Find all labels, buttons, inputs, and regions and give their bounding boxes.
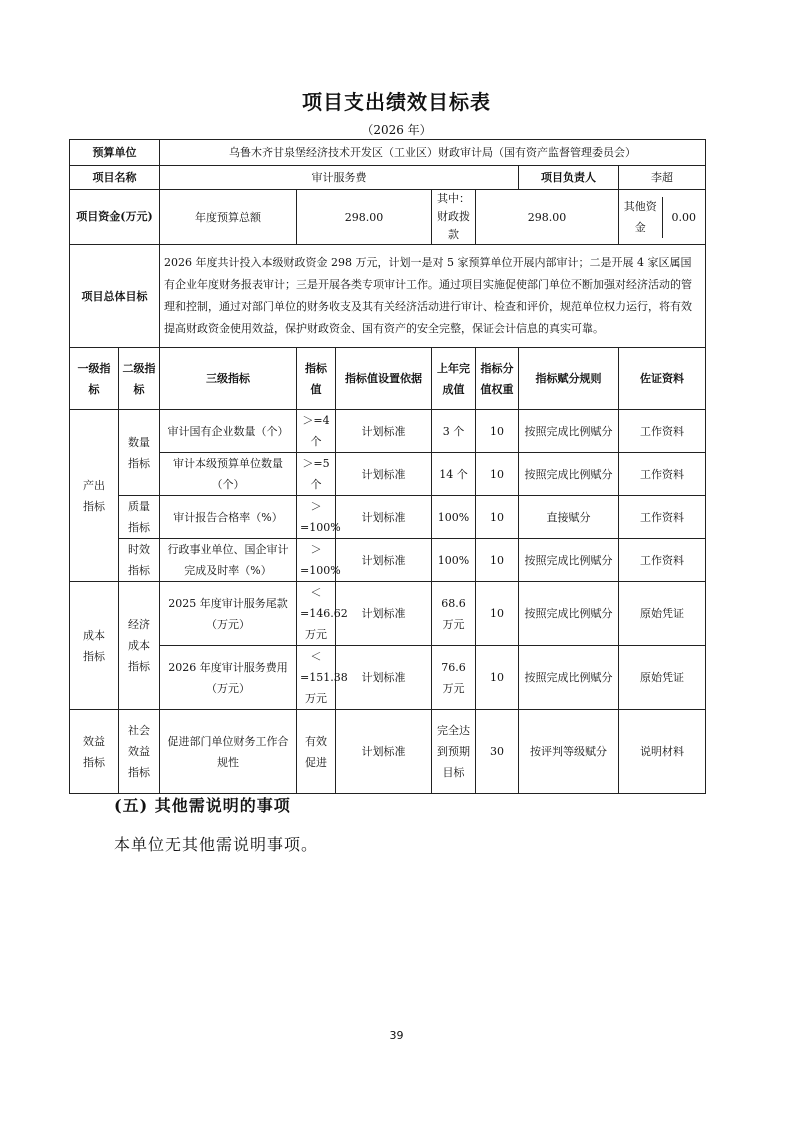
level2-timeliness: 时效指标 [119, 539, 160, 582]
level3-cell: 2026 年度审计服务费用（万元） [160, 646, 297, 710]
table-row [70, 410, 706, 453]
value-cell: ＞=4个 [297, 410, 336, 453]
table-row [70, 539, 706, 582]
rule-cell: 按照完成比例赋分 [519, 582, 619, 646]
value-cell: ＞=5个 [297, 453, 336, 496]
other-funds-value: 0.00 [671, 210, 697, 224]
col-value: 指标值 [297, 348, 336, 410]
basis-cell: 计划标准 [336, 453, 432, 496]
table-row [70, 646, 706, 710]
col-level3: 三级指标 [160, 348, 297, 410]
project-leader-value: 李超 [619, 166, 706, 190]
fund-label: 项目资金(万元) [70, 190, 160, 245]
col-level2: 二级指标 [119, 348, 160, 410]
level2-economic-cost: 经济成本指标 [119, 582, 160, 710]
table-row [70, 582, 706, 646]
table-row [70, 710, 706, 794]
section-text: 本单位无其他需说明事项。 [114, 835, 319, 854]
weight-cell: 10 [476, 453, 519, 496]
last-year-cell: 完全达到预期目标 [432, 710, 476, 794]
section-heading: (五) 其他需说明的事项 [114, 796, 291, 815]
rule-cell: 按照完成比例赋分 [519, 410, 619, 453]
col-rule: 指标赋分规则 [519, 348, 619, 410]
project-name-row [70, 166, 706, 190]
table-row [70, 453, 706, 496]
annual-budget-value: 298.00 [297, 190, 432, 245]
evidence-cell: 说明材料 [619, 710, 706, 794]
level2-social-benefit: 社会效益指标 [119, 710, 160, 794]
basis-cell: 计划标准 [336, 646, 432, 710]
evidence-cell: 原始凭证 [619, 582, 706, 646]
other-funds-cell [619, 190, 706, 245]
last-year-cell: 14 个 [432, 453, 476, 496]
table-year: （2026 年） [361, 123, 432, 137]
basis-cell: 计划标准 [336, 539, 432, 582]
weight-cell: 10 [476, 646, 519, 710]
level1-output: 产出指标 [70, 410, 119, 582]
page-number: 39 [389, 1029, 404, 1042]
col-weight: 指标分值权重 [476, 348, 519, 410]
unit-label: 预算单位 [70, 140, 160, 166]
overall-goal-row [70, 245, 706, 348]
basis-cell: 计划标准 [336, 582, 432, 646]
evidence-cell: 工作资料 [619, 453, 706, 496]
fiscal-allocation-label: 其中：财政拨款 [432, 190, 476, 245]
weight-cell: 10 [476, 496, 519, 539]
other-funds-label: 其他资金 [619, 197, 663, 238]
level3-cell: 审计国有企业数量（个） [160, 410, 297, 453]
col-basis: 指标值设置依据 [336, 348, 432, 410]
rule-cell: 按照完成比例赋分 [519, 539, 619, 582]
level3-cell: 行政事业单位、国企审计完成及时率（%） [160, 539, 297, 582]
last-year-cell: 100% [432, 496, 476, 539]
weight-cell: 10 [476, 410, 519, 453]
unit-row [70, 140, 706, 166]
last-year-cell: 68.6 万元 [432, 582, 476, 646]
level2-quality: 质量指标 [119, 496, 160, 539]
basis-cell: 计划标准 [336, 496, 432, 539]
last-year-cell: 76.6 万元 [432, 646, 476, 710]
unit-value: 乌鲁木齐甘泉堡经济技术开发区（工业区）财政审计局（国有资产监督管理委员会） [160, 140, 706, 166]
rule-cell: 按照完成比例赋分 [519, 646, 619, 710]
level3-cell: 审计本级预算单位数量（个） [160, 453, 297, 496]
col-level1: 一级指标 [70, 348, 119, 410]
project-name-value: 审计服务费 [160, 166, 519, 190]
overall-goal-text: 2026 年度共计投入本级财政资金 298 万元，计划一是对 5 家预算单位开展内部审计；二是开展 4 家区属国有企业年度财务报表审计；三是开展各类专项审计工作。通过项目实施促使部门单位不断加强对经济活动的管理和控制，通过对部门单位的财务收支及其有关经济活动进行审计、检查和评价，规范单位权力运行，将有效提高财政资金使用效益，保护财政资金、国有资产的安全完整，保证会计信息的真实可靠。 [160, 245, 706, 348]
col-evidence: 佐证资料 [619, 348, 706, 410]
project-leader-label: 项目负责人 [519, 166, 619, 190]
value-cell: ＜=146.62 万元 [297, 582, 336, 646]
performance-table [69, 139, 706, 794]
weight-cell: 10 [476, 539, 519, 582]
rule-cell: 按照完成比例赋分 [519, 453, 619, 496]
evidence-cell: 工作资料 [619, 496, 706, 539]
project-name-label: 项目名称 [70, 166, 160, 190]
level2-quantity: 数量指标 [119, 410, 160, 496]
evidence-cell: 原始凭证 [619, 646, 706, 710]
page-title: 项目支出绩效目标表 [302, 90, 491, 114]
value-cell: ＜=151.38 万元 [297, 646, 336, 710]
value-cell: ＞=100% [297, 496, 336, 539]
level3-cell: 审计报告合格率（%） [160, 496, 297, 539]
value-cell: ＞=100% [297, 539, 336, 582]
table-row [70, 496, 706, 539]
rule-cell: 直接赋分 [519, 496, 619, 539]
annual-budget-label: 年度预算总额 [160, 190, 297, 245]
weight-cell: 10 [476, 582, 519, 646]
level1-cost: 成本指标 [70, 582, 119, 710]
weight-cell: 30 [476, 710, 519, 794]
col-last-year: 上年完成值 [432, 348, 476, 410]
last-year-cell: 3 个 [432, 410, 476, 453]
evidence-cell: 工作资料 [619, 539, 706, 582]
evidence-cell: 工作资料 [619, 410, 706, 453]
rule-cell: 按评判等级赋分 [519, 710, 619, 794]
value-cell: 有效促进 [297, 710, 336, 794]
fiscal-allocation-value: 298.00 [476, 190, 619, 245]
last-year-cell: 100% [432, 539, 476, 582]
basis-cell: 计划标准 [336, 410, 432, 453]
level3-cell: 促进部门单位财务工作合规性 [160, 710, 297, 794]
level1-benefit: 效益指标 [70, 710, 119, 794]
level3-cell: 2025 年度审计服务尾款（万元） [160, 582, 297, 646]
basis-cell: 计划标准 [336, 710, 432, 794]
indicator-header-row [70, 348, 706, 410]
overall-goal-label: 项目总体目标 [70, 245, 160, 348]
fund-row [70, 190, 706, 245]
